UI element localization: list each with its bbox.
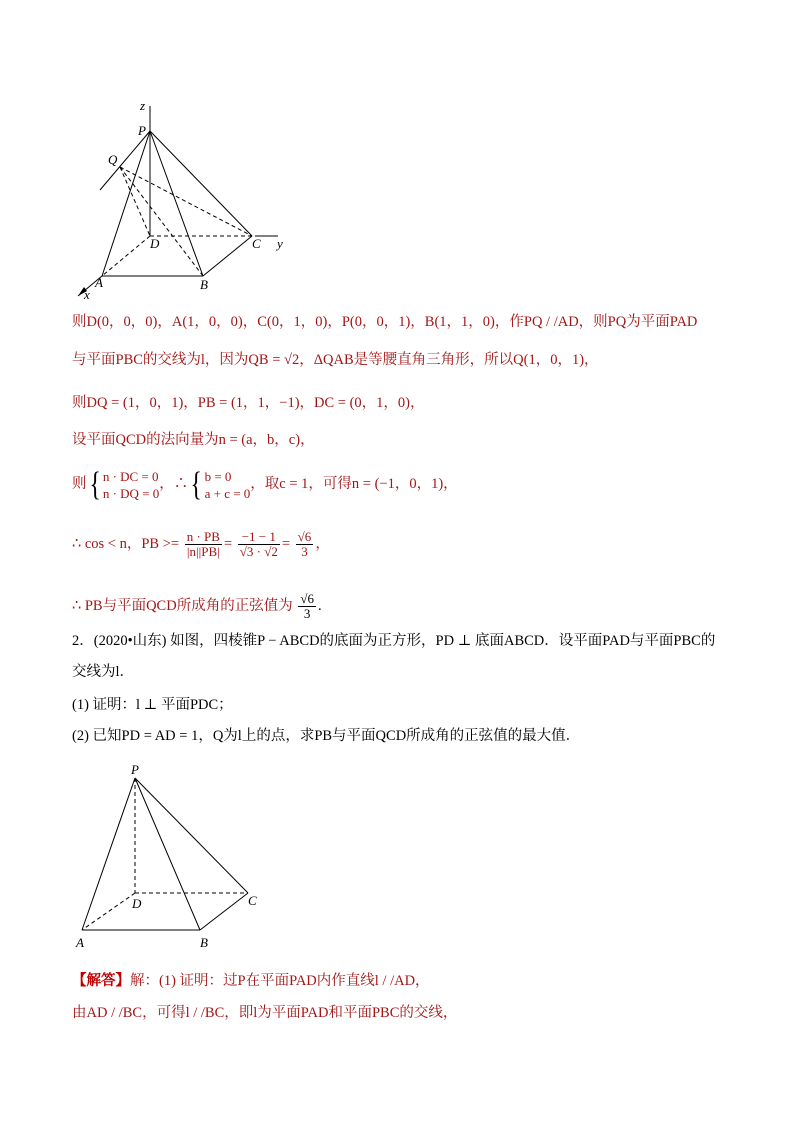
sol1-line2: 与平面PBC的交线为l，因为QB = √2，ΔQAB是等腰直角三角形，所以Q(1，0，1)， [72,352,599,368]
sol1-eq2: = [281,536,291,552]
sol1-line7-prefix: ∴ PB与平面QCD所成角的正弦值为 [72,598,293,614]
sol1-answer-den: 3 [303,606,311,622]
problem2-line2: 交线为l． [72,664,135,680]
label-D: D [132,896,142,911]
sol1-line7-suffix: . [317,598,322,614]
sol2-line2: 由AD / /BC，可得l / /BC，即l为平面PAD和平面PBC的交线， [72,1005,458,1021]
sol1-line6 [72,526,330,562]
sol1-frac3-num: √6 [297,529,312,545]
label-D: D [150,236,160,251]
label-P: P [138,123,146,138]
label-A: A [76,935,84,950]
label-Q: Q [108,152,118,167]
sol1-sys1-eq2: n · DQ = 0 [102,485,160,501]
sol1-line5-prefix: 则 [72,476,87,492]
sol1-frac1-den: |n||PB| [186,544,220,560]
label-C: C [252,236,261,251]
sol2-answer-tag: 【解答】 [72,973,130,989]
sol1-sys1-eq1: n · DC = 0 [102,468,159,484]
x-axis-hidden [102,236,150,276]
sol1-line5-suffix: ，取c = 1，可得n = (−1，0，1)， [250,476,458,492]
sol1-frac2-num: −1 − 1 [238,530,280,545]
problem2-part1: (1) 证明：l ⊥ 平面PDC； [72,697,233,713]
label-C: C [248,893,257,908]
problem2-line1: 2．(2020•山东) 如图，四棱锥P − ABCD的底面为正方形，PD ⊥ 底面ABCD．设平面PAD与平面PBC的 [72,633,716,649]
sol1-line5: 则{ n · DC = 0 n · DQ = 0 ，∴{ b = 0 a + c = 0 ，取c = 1，可得n = (−1，0，1)， [72,465,458,503]
label-y: y [277,236,283,251]
label-P: P [131,762,139,777]
sol1-frac1-num: n · PB [186,529,220,545]
figure-2-pyramid [72,760,272,955]
label-B: B [200,935,208,950]
label-A: A [95,275,103,290]
sol1-cos-prefix: ∴ cos < n，PB >= [72,536,180,552]
sol2-line1-text: 解：(1) 证明：过P在平面PAD内作直线l / /AD， [130,973,430,989]
label-B: B [200,277,208,292]
label-z: z [140,98,146,113]
sol1-line4: 设平面QCD的法向量为n = (a，b，c)， [72,432,315,448]
sol1-line1: 则D(0，0，0)，A(1，0，0)，C(0，1，0)，P(0，0，1)，B(1，1，0)，作PQ / /AD，则PQ为平面PAD [72,314,698,330]
problem2-part2: (2) 已知PD = AD = 1，Q为l上的点，求PB与平面QCD所成角的正弦值的最大值． [72,728,581,744]
figure-1-pyramid-coordinate [70,98,300,303]
sol1-eq1: = [223,536,233,552]
sol1-line5-mid: ，∴ [159,476,189,492]
sol1-line6-suffix: ， [315,536,330,552]
sol2-line1 [72,971,430,991]
sol1-sys2-eq1: b = 0 [204,468,232,484]
sol1-answer-num: √6 [300,591,314,607]
sol1-line3: 则DQ = (1，0，1)，PB = (1，1，−1)，DC = (0，1，0)， [72,395,425,411]
sol1-frac2-den: √3 · √2 [239,544,278,560]
sol1-frac3-den: 3 [301,544,308,560]
label-x: x [84,287,90,302]
sol1-sys2-eq2: a + c = 0 [204,485,251,501]
sol1-line7 [72,588,322,624]
